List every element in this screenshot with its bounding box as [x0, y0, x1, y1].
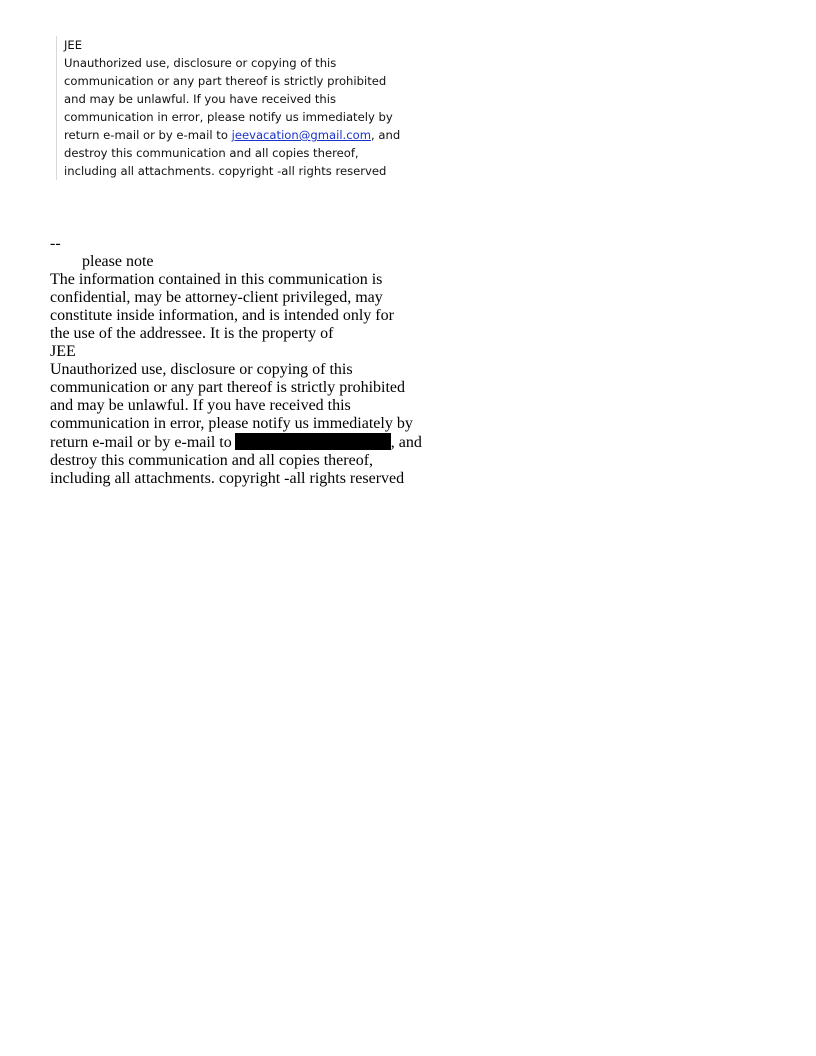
quoted-line-suffix: , and	[371, 128, 401, 142]
signature-disclaimer	[50, 235, 470, 488]
signature-separator: --	[50, 235, 61, 252]
signature-line: Unauthorized use, disclosure or copying of this	[50, 361, 353, 378]
signature-line: the use of the addressee. It is the property of	[50, 325, 334, 342]
quoted-line: destroy this communication and all copies thereof,	[64, 146, 359, 160]
signature-line: including all attachments. copyright -all rights reserved	[50, 470, 405, 487]
quoted-line-prefix: return e-mail or by e-mail to	[64, 128, 232, 142]
email-link[interactable]: jeevacation@gmail.com	[231, 128, 371, 142]
note-heading: please note	[82, 253, 154, 270]
signature-line-suffix: , and	[390, 434, 422, 451]
signature-line: and may be unlawful. If you have received this	[50, 397, 351, 414]
redaction-bar	[235, 433, 391, 450]
quoted-line: Unauthorized use, disclosure or copying of this	[64, 56, 337, 70]
signature-line: The information contained in this communication is	[50, 271, 383, 288]
quoted-line: and may be unlawful. If you have received this	[64, 92, 337, 106]
signature-line-prefix: return e-mail or by e-mail to	[50, 434, 232, 451]
signature-line: constitute inside information, and is intended only for	[50, 307, 394, 324]
quoted-disclaimer	[56, 36, 484, 180]
signature-line-email	[50, 433, 470, 452]
signature-sender: JEE	[50, 343, 76, 360]
signature-line: communication or any part thereof is strictly prohibited	[50, 379, 406, 396]
quoted-line-email	[64, 126, 484, 144]
signature-line: communication in error, please notify us immediately by	[50, 415, 413, 432]
quoted-line: including all attachments. copyright -all rights reserved	[64, 164, 387, 178]
signature-line: confidential, may be attorney-client privileged, may	[50, 289, 383, 306]
quoted-line: communication in error, please notify us immediately by	[64, 110, 393, 124]
quoted-line: communication or any part thereof is strictly prohibited	[64, 74, 387, 88]
quoted-line-sender: JEE	[64, 38, 83, 52]
signature-line: destroy this communication and all copies thereof,	[50, 452, 374, 469]
